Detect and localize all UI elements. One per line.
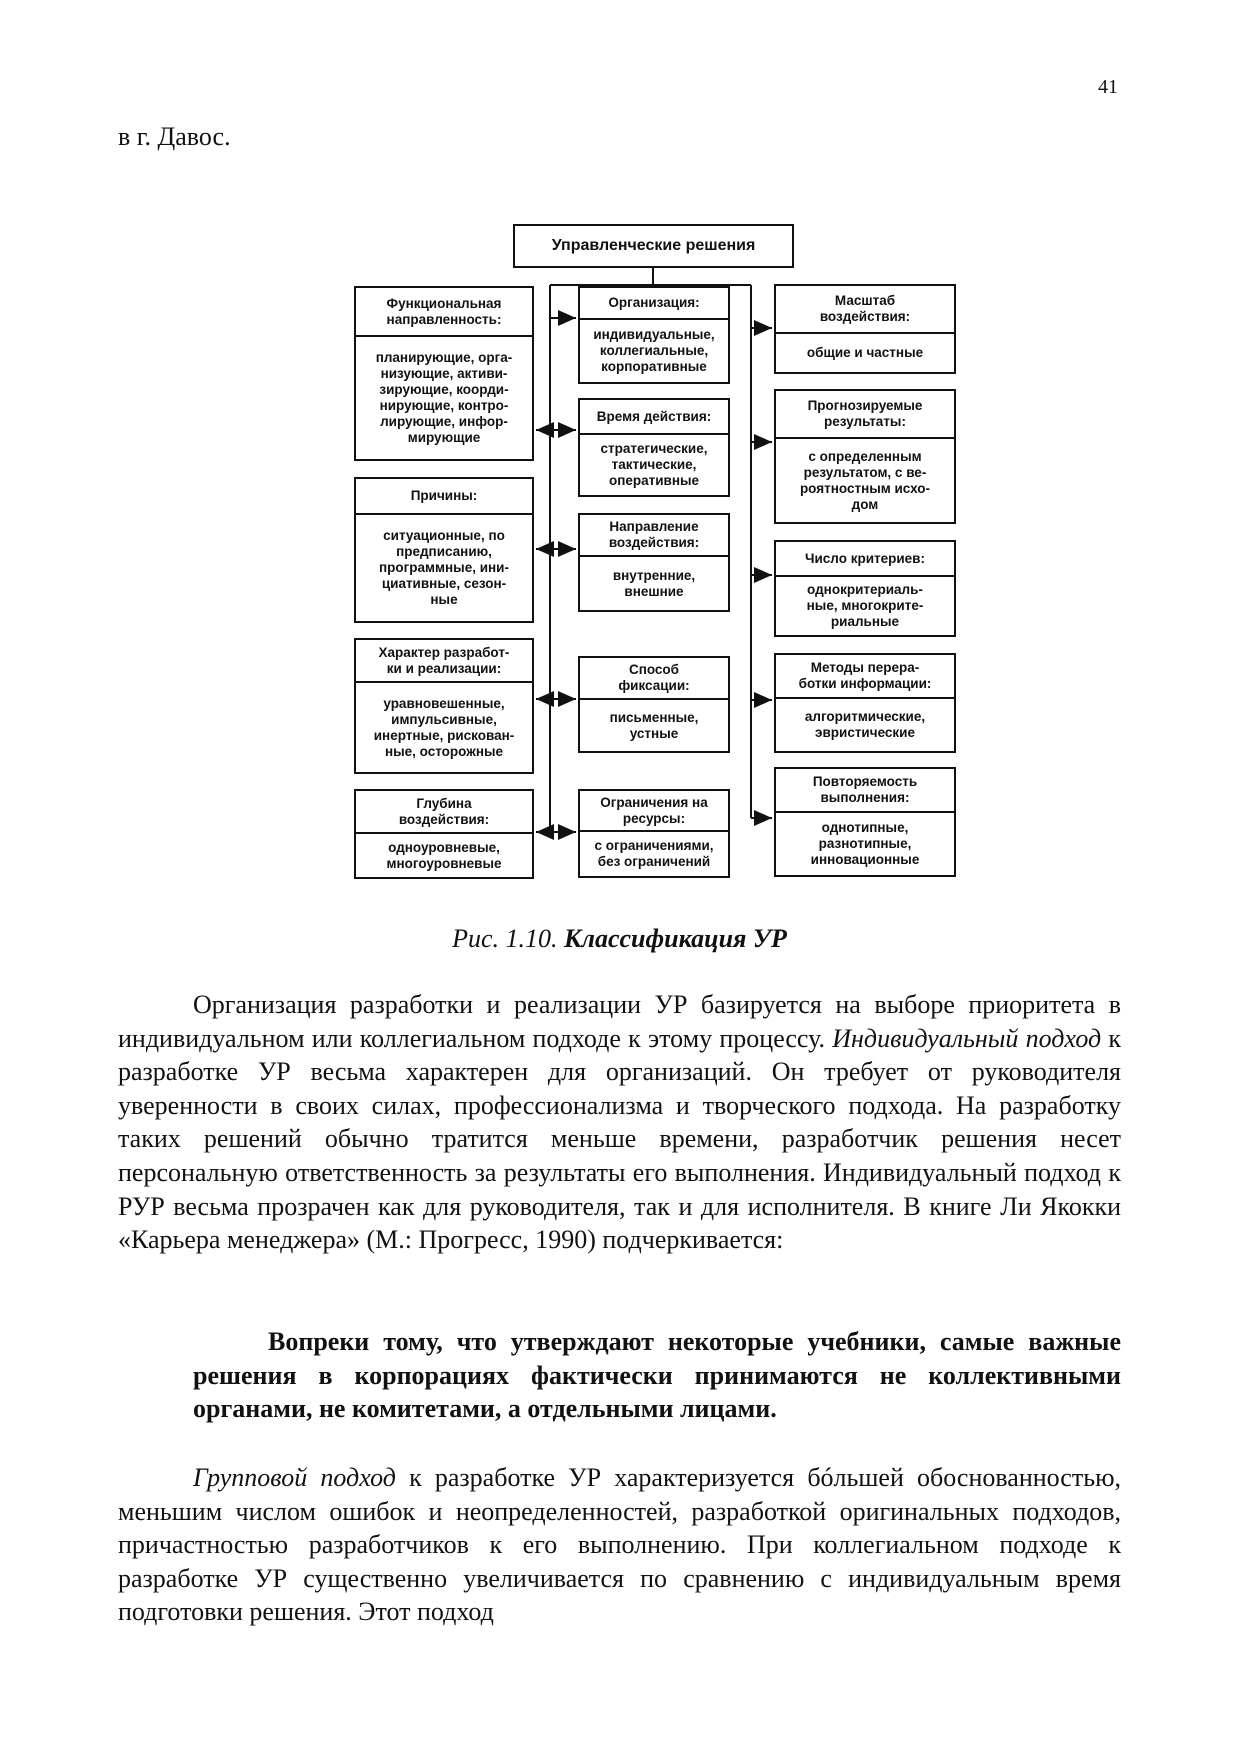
box-title: Организация: bbox=[608, 295, 700, 310]
box-title: Характер разработ- ки и реализации: bbox=[378, 644, 510, 676]
paragraph-italic-term: Индивидуальный подход bbox=[832, 1023, 1102, 1053]
paragraph-group-approach bbox=[118, 1461, 1121, 1629]
box-title: Методы перера- ботки информации: bbox=[798, 660, 932, 691]
box-title: Ограничения на ресурсы: bbox=[600, 794, 708, 826]
box-title: Повторяемость выполнения: bbox=[812, 774, 918, 805]
box-body: однокритериаль- ные, многокрите- риальные bbox=[806, 582, 924, 629]
box-body: внутренние, внешние bbox=[612, 567, 696, 599]
paragraph-text: к разработке УР характеризуется бóльшей обоснованностью, меньшим числом ошибок и неопределенностей, разработкой оригинальных подходов, причастностью разработчиков к его выполнению. При коллегиальном подходе к разработке УР существенно увеличивается по сравнению с индивидуальным время подготовки решения. Этот подход bbox=[118, 1463, 1121, 1627]
box-title: Причины: bbox=[410, 488, 478, 503]
box-body: письменные, устные bbox=[609, 709, 699, 741]
box-title: Число критериев: bbox=[805, 550, 925, 566]
box-body: индивидуальные, коллегиальные, корпоративные bbox=[593, 327, 715, 374]
box-info-processing bbox=[774, 653, 956, 753]
box-causes bbox=[354, 477, 534, 623]
box-resource-limits bbox=[578, 789, 730, 878]
box-title: Прогнозируемые результаты: bbox=[807, 398, 923, 429]
box-title: Функциональная направленность: bbox=[386, 295, 502, 327]
box-body: ситуационные, по предписанию, программные, ини- циативные, сезон- ные bbox=[379, 528, 509, 607]
box-title: Масштаб воздействия: bbox=[819, 293, 911, 324]
box-criteria-count bbox=[774, 540, 956, 637]
box-functional-direction bbox=[354, 286, 534, 461]
box-body: планирующие, орга- низующие, активи- зирующие, коорди- нирующие, контро- лирующие, инфор- мирующие bbox=[375, 350, 513, 445]
box-body: с ограничениями, без ограничений bbox=[594, 838, 714, 869]
figure-caption bbox=[0, 924, 1239, 954]
bold-quote: Вопреки тому, что утверждают некоторые учебники, самые важные решения в корпорациях фактически принимаются не коллективными органами, не комитетами, а отдельными лицами. bbox=[193, 1327, 1121, 1424]
paragraph-text: Организация разработки и реализации УР базируется на выборе приоритета в индивидуальном или коллегиальном подходе к этому процессу. bbox=[118, 990, 1121, 1053]
page-number: 41 bbox=[1098, 76, 1118, 98]
paragraph-individual-approach bbox=[118, 988, 1121, 1257]
box-body: однотипные, разнотипные, инновационные bbox=[810, 820, 920, 867]
box-impact-depth bbox=[354, 789, 534, 879]
caption-title: Классификация УР bbox=[564, 924, 787, 953]
box-title: Глубина воздействия: bbox=[398, 795, 490, 827]
lead-text-line: в г. Давос. bbox=[118, 122, 231, 151]
box-forecast-results bbox=[774, 389, 956, 524]
diagram-root-box: Управленческие решения bbox=[513, 224, 794, 268]
caption-prefix: Рис. 1.10. bbox=[452, 924, 564, 953]
box-organization bbox=[578, 286, 730, 384]
box-fixation-method bbox=[578, 656, 730, 753]
box-body: уравновешенные, импульсивные, инертные, рискован- ные, осторожные bbox=[373, 695, 515, 759]
paragraph-italic-term: Групповой подход bbox=[193, 1463, 396, 1492]
box-title: Время действия: bbox=[596, 408, 712, 424]
box-body: одноуровневые, многоуровневые bbox=[386, 839, 502, 871]
box-impact-direction bbox=[578, 513, 730, 612]
box-body: стратегические, тактические, оперативные bbox=[600, 441, 708, 488]
box-impact-scale bbox=[774, 284, 956, 374]
box-title: Направление воздействия: bbox=[608, 519, 700, 550]
box-repeatability bbox=[774, 767, 956, 877]
paragraph-text: к разработке УР весьма характерен для организаций. Он требует от руководителя уверенности в своих силах, профессионализма и творческого подхода. На разработку таких решений обычно тратится меньше времени, разработчик решения несет персональную ответственность за результаты его выполнения. Индивидуальный подход к РУР весьма прозрачен как для руководителя, так и для исполнителя. В книге Ли Якокки «Карьера менеджера» (М.: Прогресс, 1990) подчеркивается: bbox=[118, 1023, 1121, 1255]
box-body: алгоритмические, эвристические bbox=[804, 709, 926, 740]
box-action-time bbox=[578, 398, 730, 497]
box-title: Способ фиксации: bbox=[618, 662, 690, 693]
box-body: с определенным результатом, с ве- роятностным исхо- дом bbox=[799, 448, 931, 512]
box-development-character bbox=[354, 638, 534, 774]
box-body: общие и частные bbox=[806, 345, 924, 360]
